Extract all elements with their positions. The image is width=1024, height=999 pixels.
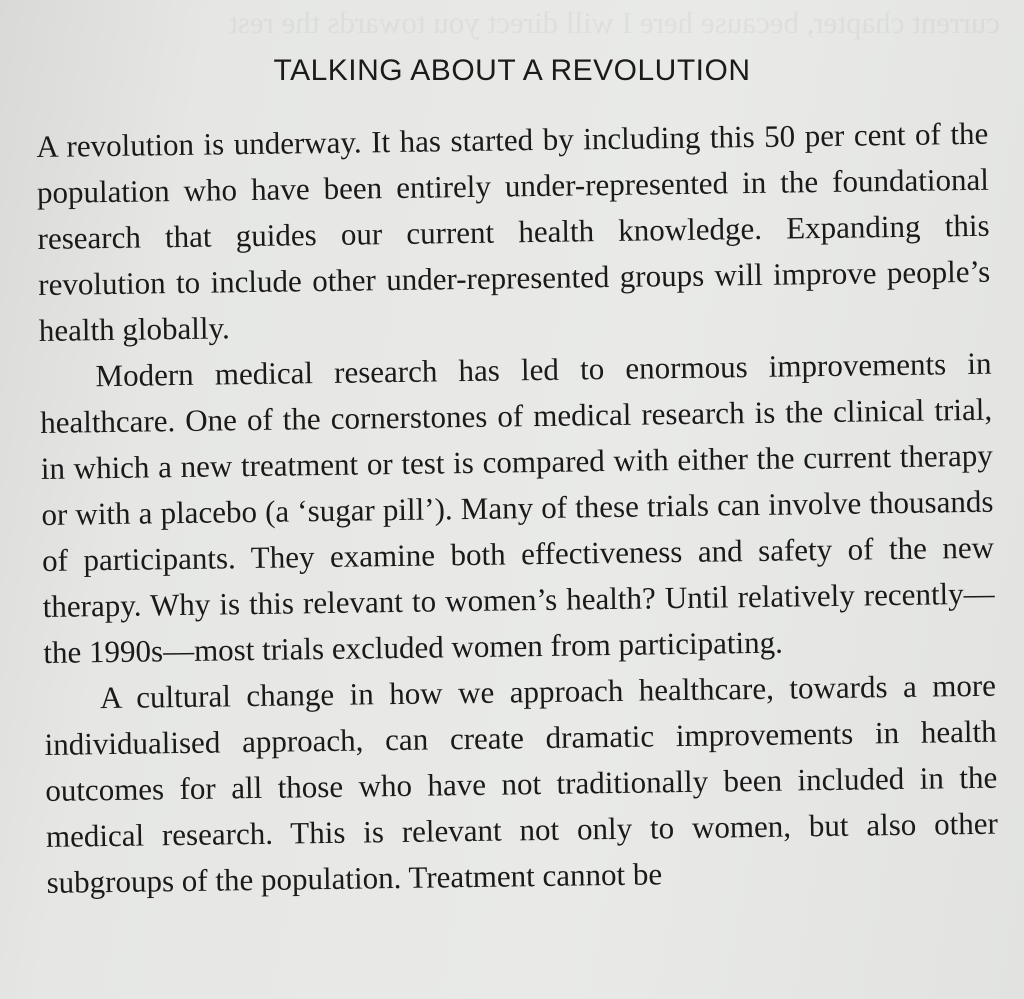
show-through-texture: current chapter, because here I will direct you towards the rest bbox=[229, 5, 1000, 40]
paragraph-3: A cultural change in how we approach healthcare, towards a more individualised approach, can create dramatic improvements in health outcomes for all those who have not traditionally been included in the medical research. This is relevant not only to women, but also other subgroups of the population. Treatment cannot be bbox=[44, 667, 999, 900]
section-heading: TALKING ABOUT A REVOLUTION bbox=[273, 54, 751, 87]
paragraph-2: Modern medical research has led to enormous improvements in healthcare. One of the cornerstones of medical research is the clinical trial, in which a new treatment or test is compared with either the current therapy or with a placebo (a ‘sugar pill’). Many of these trials can involve thousands of participants. They examine both effectiveness and safety of the new therapy. Why is this relevant to women’s health? Until relatively recently—the 1990s—most trials excluded women from participating. bbox=[39, 345, 995, 670]
body-text bbox=[36, 111, 999, 906]
paragraph-1: A revolution is underway. It has started by including this 50 per cent of the population who have been entirely under-represented in the foundational research that guides our current health knowledge. Expanding this revolution to include other under-represented groups will improve people’s health globally. bbox=[36, 115, 991, 348]
